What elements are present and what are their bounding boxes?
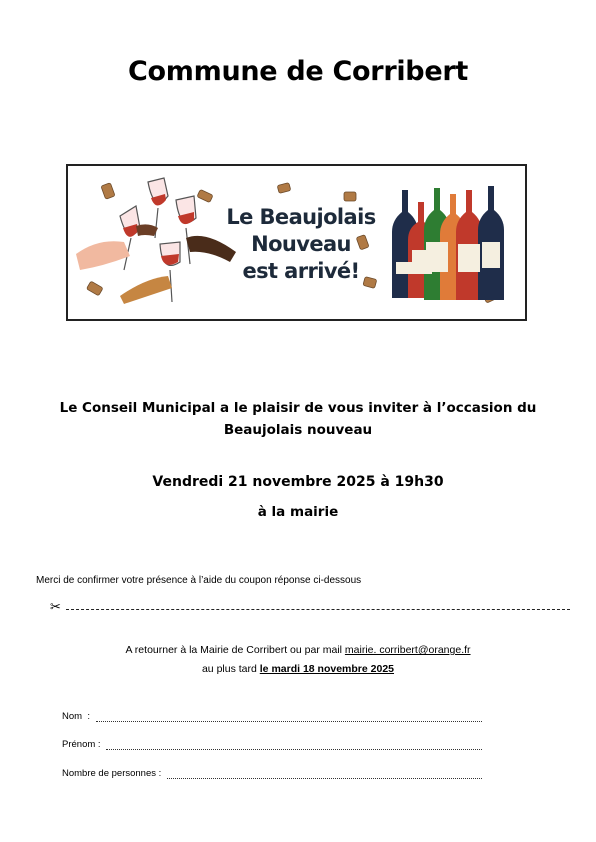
event-date: Vendredi 21 novembre 2025 à 19h30 bbox=[152, 474, 444, 490]
hand-brown-icon bbox=[120, 276, 172, 304]
invitation-text bbox=[40, 397, 556, 441]
banner-line-2: Nouveau bbox=[251, 232, 351, 256]
nom-dotted-line[interactable] bbox=[96, 711, 482, 722]
banner-line-3: est arrivé! bbox=[242, 259, 360, 283]
scissors-icon: ✂ bbox=[50, 599, 61, 614]
banner-slogan bbox=[226, 204, 376, 285]
invitation-line-2: Beaujolais nouveau bbox=[223, 422, 373, 438]
nom-label: Nom : bbox=[62, 711, 93, 722]
personnes-dotted-line[interactable] bbox=[167, 768, 482, 779]
confirm-instruction: Merci de confirmer votre présence à l’aide du coupon réponse ci-dessous bbox=[36, 575, 362, 586]
personnes-label: Nombre de personnes : bbox=[62, 768, 164, 779]
nom-field[interactable] bbox=[62, 708, 482, 722]
deadline-line bbox=[0, 663, 596, 675]
deadline-date: le mardi 18 novembre 2025 bbox=[259, 663, 395, 675]
event-place: à la mairie bbox=[257, 504, 339, 520]
invitation-line-1: Le Conseil Municipal a le plaisir de vous inviter à l’occasion du bbox=[59, 400, 537, 416]
prenom-dotted-line[interactable] bbox=[106, 739, 482, 750]
page-title: Commune de Corribert bbox=[128, 56, 468, 87]
hand-light-icon bbox=[76, 241, 130, 270]
prenom-label: Prénom : bbox=[62, 739, 104, 750]
return-prefix: A retourner à la Mairie de Corribert ou par mail bbox=[125, 644, 345, 656]
wine-bottles-icon bbox=[392, 186, 504, 300]
prenom-field[interactable] bbox=[62, 736, 482, 750]
dashed-separator bbox=[66, 609, 570, 610]
return-instruction bbox=[0, 644, 596, 656]
personnes-field[interactable] bbox=[62, 765, 482, 779]
hand-small-icon bbox=[136, 224, 158, 236]
deadline-prefix: au plus tard bbox=[201, 663, 260, 675]
email-link[interactable]: mairie. corribert@orange.fr bbox=[344, 644, 471, 656]
banner-line-1: Le Beaujolais bbox=[226, 205, 376, 229]
beaujolais-banner-image bbox=[66, 164, 527, 321]
cut-line bbox=[50, 599, 570, 617]
